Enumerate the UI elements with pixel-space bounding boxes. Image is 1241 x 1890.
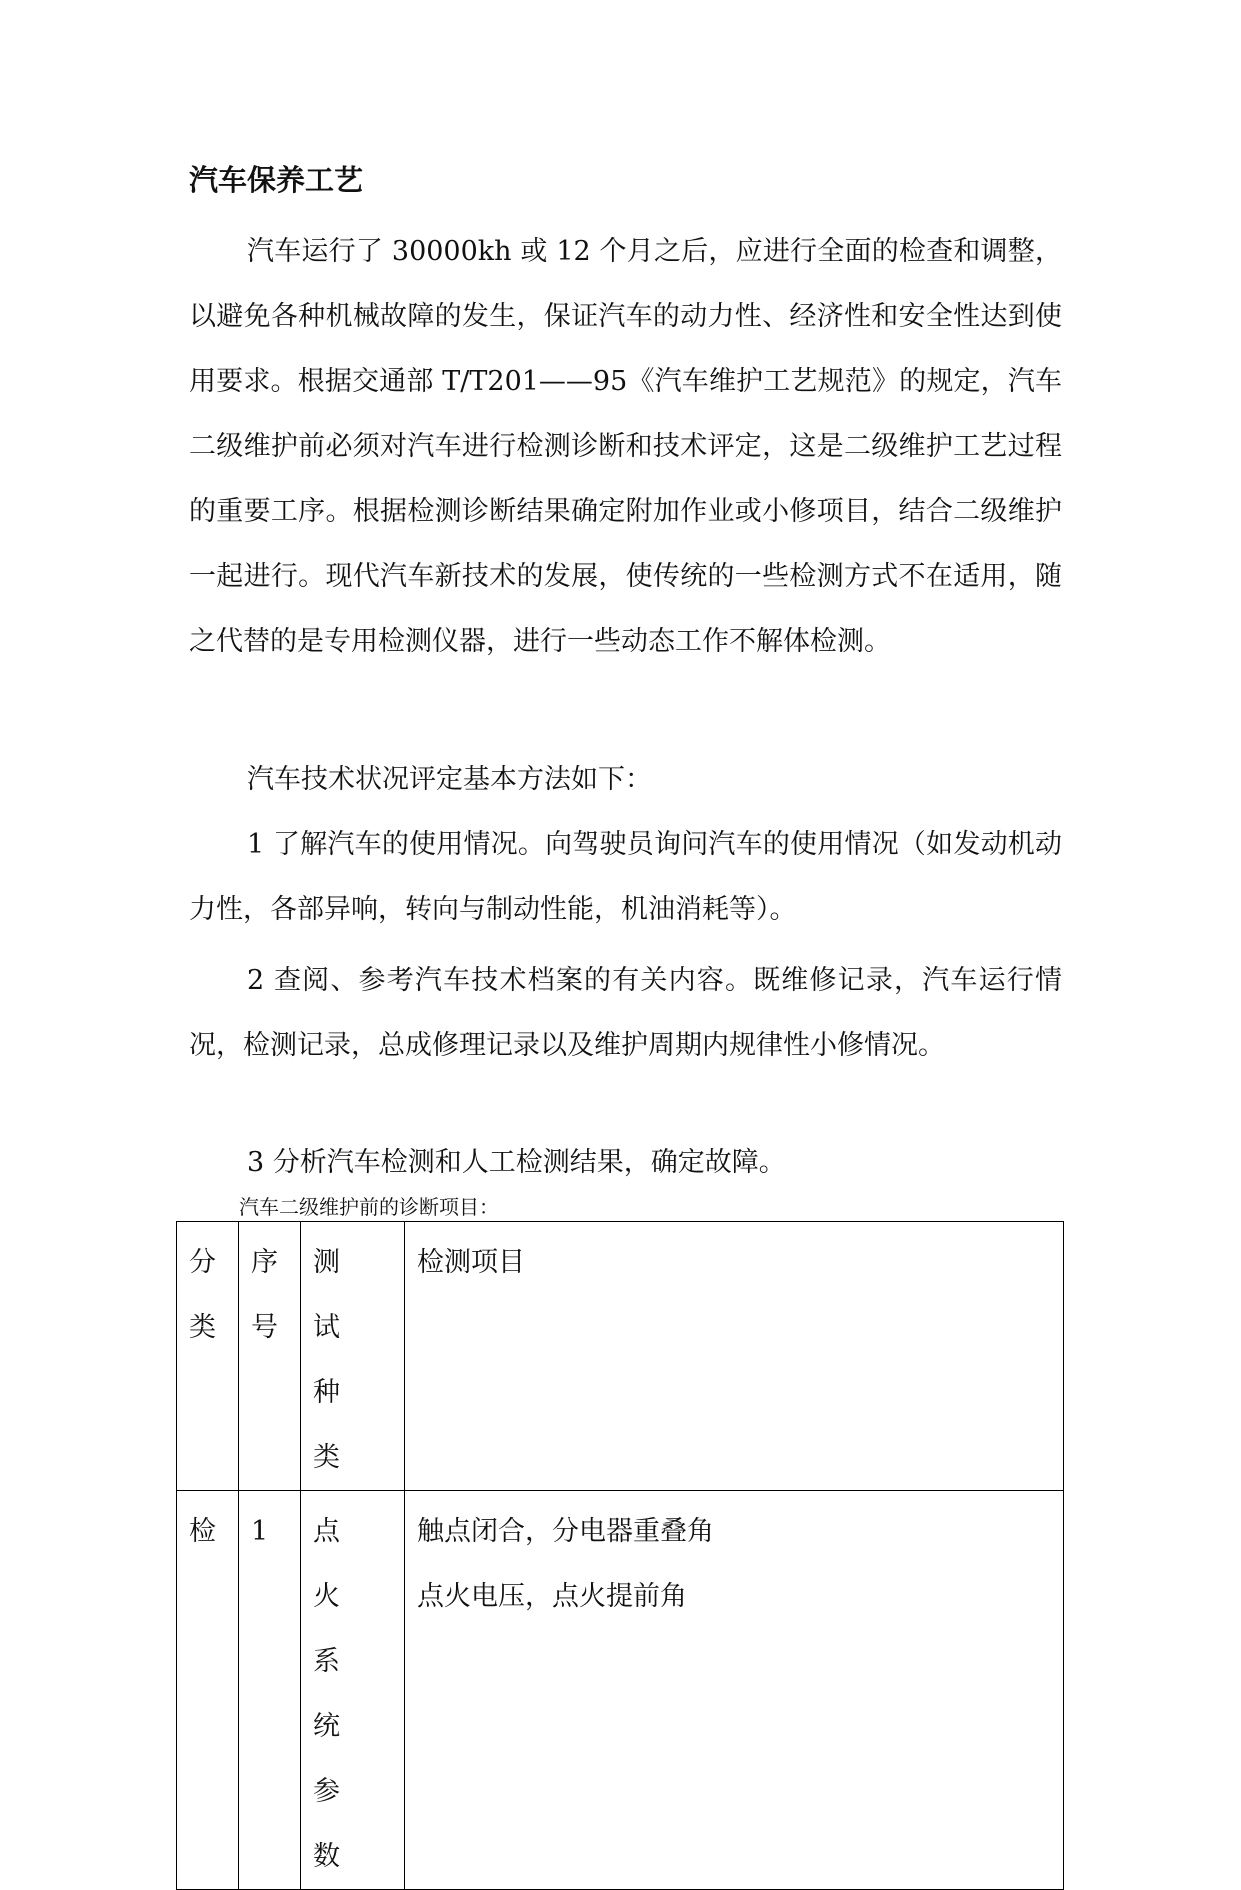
header-test-type: 测试种类 [301,1222,405,1491]
intro-paragraph: 汽车运行了 30000kh 或 12 个月之后，应进行全面的检查和调整，以避免各种机械故障的发生，保证汽车的动力性、经济性和安全性达到使用要求。根据交通部 T/T201——95《汽车维护工艺规范》的规定，汽车二级维护前必须对汽车进行检测诊断和技术评定，这是二级维护工艺过程的重要工序。根据检测诊断结果确定附加作业或小修项目，结合二级维护一起进行。现代汽车新技术的发展，使传统的一些检测方式不在适用，随之代替的是专用检测仪器，进行一些动态工作不解体检测。 [189,236,1062,657]
cell-number: 1 [239,1491,301,1890]
table-header-row [177,1222,1064,1491]
method-1-paragraph: 1 了解汽车的使用情况。向驾驶员询问汽车的使用情况（如发动机动力性，各部异响，转向与制动性能，机油消耗等）。 [189,829,1062,925]
header-category: 分类 [177,1222,239,1491]
document-title: 汽车保养工艺 [189,163,364,197]
cell-items [405,1491,1064,1890]
cell-category: 检 [177,1491,239,1890]
method-3-paragraph: 3 分析汽车检测和人工检测结果，确定故障。 [247,1147,786,1178]
table-caption: 汽车二级维护前的诊断项目： [239,1195,499,1219]
header-items: 检测项目 [405,1222,1064,1491]
method-2-paragraph: 2 查阅、参考汽车技术档案的有关内容。既维修记录，汽车运行情况，检测记录，总成修理记录以及维护周期内规律性小修情况。 [189,965,1062,1061]
header-number: 序号 [239,1222,301,1491]
methods-heading-paragraph: 汽车技术状况评定基本方法如下： [247,764,652,795]
check-item: 点火电压，点火提前角 [417,1581,687,1612]
diagnosis-table [176,1221,1064,1890]
cell-test-type: 点火系统参数 [301,1491,405,1890]
check-item: 触点闭合，分电器重叠角 [417,1516,714,1547]
table-row [177,1491,1064,1890]
